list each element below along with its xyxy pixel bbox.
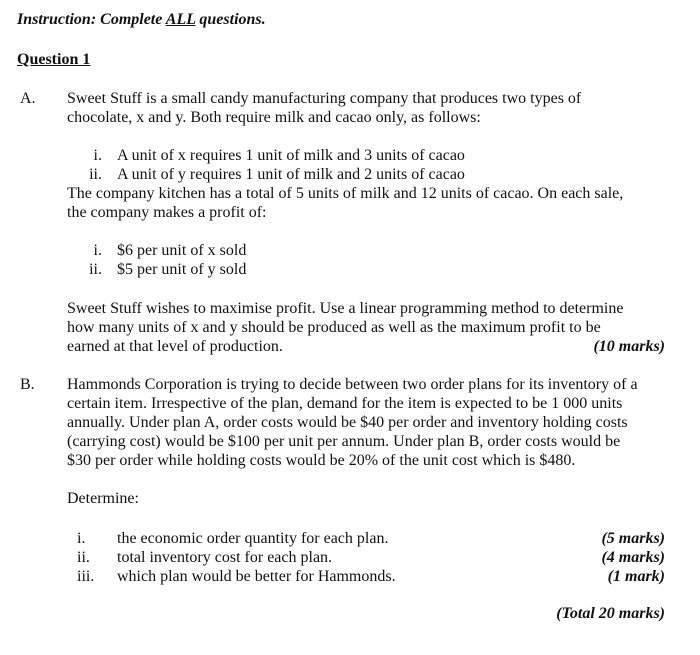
item-marks-2: (4 marks) bbox=[601, 549, 665, 566]
part-a-intro-2: chocolate, x and y. Both require milk and cacao only, as follows: bbox=[67, 109, 481, 126]
req-num-2: ii. bbox=[89, 166, 102, 183]
task-line-2: how many units of x and y should be produced as well as the maximum profit to be bbox=[67, 319, 601, 336]
req-text-1: A unit of x requires 1 unit of milk and 3 units of cacao bbox=[117, 147, 465, 164]
item-marks-1: (5 marks) bbox=[601, 530, 665, 547]
part-b-line-1: Hammonds Corporation is trying to decide between two order plans for its inventory of a bbox=[67, 376, 638, 393]
part-b-label: B. bbox=[20, 376, 35, 393]
req-num-1: i. bbox=[93, 147, 102, 164]
determine-label: Determine: bbox=[67, 490, 139, 507]
item-text-1: the economic order quantity for each plan. bbox=[117, 530, 389, 547]
instruction-suffix: questions. bbox=[195, 11, 266, 28]
profit-num-1: i. bbox=[93, 242, 102, 259]
part-a-label: A. bbox=[20, 90, 36, 107]
instruction-emphasis: ALL bbox=[165, 11, 196, 28]
part-a-marks: (10 marks) bbox=[593, 338, 665, 355]
profit-text-1: $6 per unit of x sold bbox=[117, 242, 247, 259]
part-b-line-2: certain item. Irrespective of the plan, demand for the item is expected to be 1 000 units bbox=[67, 395, 623, 412]
part-b-line-4: (carrying cost) would be $100 per unit per annum. Under plan B, order costs would be bbox=[67, 433, 621, 450]
item-text-2: total inventory cost for each plan. bbox=[117, 549, 333, 566]
part-b-line-5: $30 per order while holding costs would be 20% of the unit cost which is $480. bbox=[67, 452, 576, 469]
item-marks-3: (1 mark) bbox=[607, 568, 665, 585]
part-a-intro-1: Sweet Stuff is a small candy manufacturing company that produces two types of bbox=[67, 90, 582, 107]
kitchen-line-2: the company makes a profit of: bbox=[67, 204, 267, 221]
task-line-3: earned at that level of production. bbox=[67, 338, 283, 355]
item-num-3: iii. bbox=[77, 568, 95, 585]
profit-text-2: $5 per unit of y sold bbox=[117, 261, 247, 278]
question-title: Question 1 bbox=[17, 51, 91, 68]
item-text-3: which plan would be better for Hammonds. bbox=[117, 568, 396, 585]
kitchen-line-1: The company kitchen has a total of 5 units of milk and 12 units of cacao. On each sale, bbox=[67, 185, 624, 202]
instruction-prefix: Instruction: Complete bbox=[17, 11, 166, 28]
item-num-2: ii. bbox=[77, 549, 90, 566]
item-num-1: i. bbox=[77, 530, 86, 547]
part-b-line-3: annually. Under plan A, order costs would be $40 per order and inventory holding costs bbox=[67, 414, 628, 431]
req-text-2: A unit of y requires 1 unit of milk and 2 units of cacao bbox=[117, 166, 465, 183]
total-marks: (Total 20 marks) bbox=[556, 605, 665, 622]
instruction bbox=[17, 10, 266, 30]
task-line-1: Sweet Stuff wishes to maximise profit. Use a linear programming method to determine bbox=[67, 300, 624, 317]
profit-num-2: ii. bbox=[89, 261, 102, 278]
